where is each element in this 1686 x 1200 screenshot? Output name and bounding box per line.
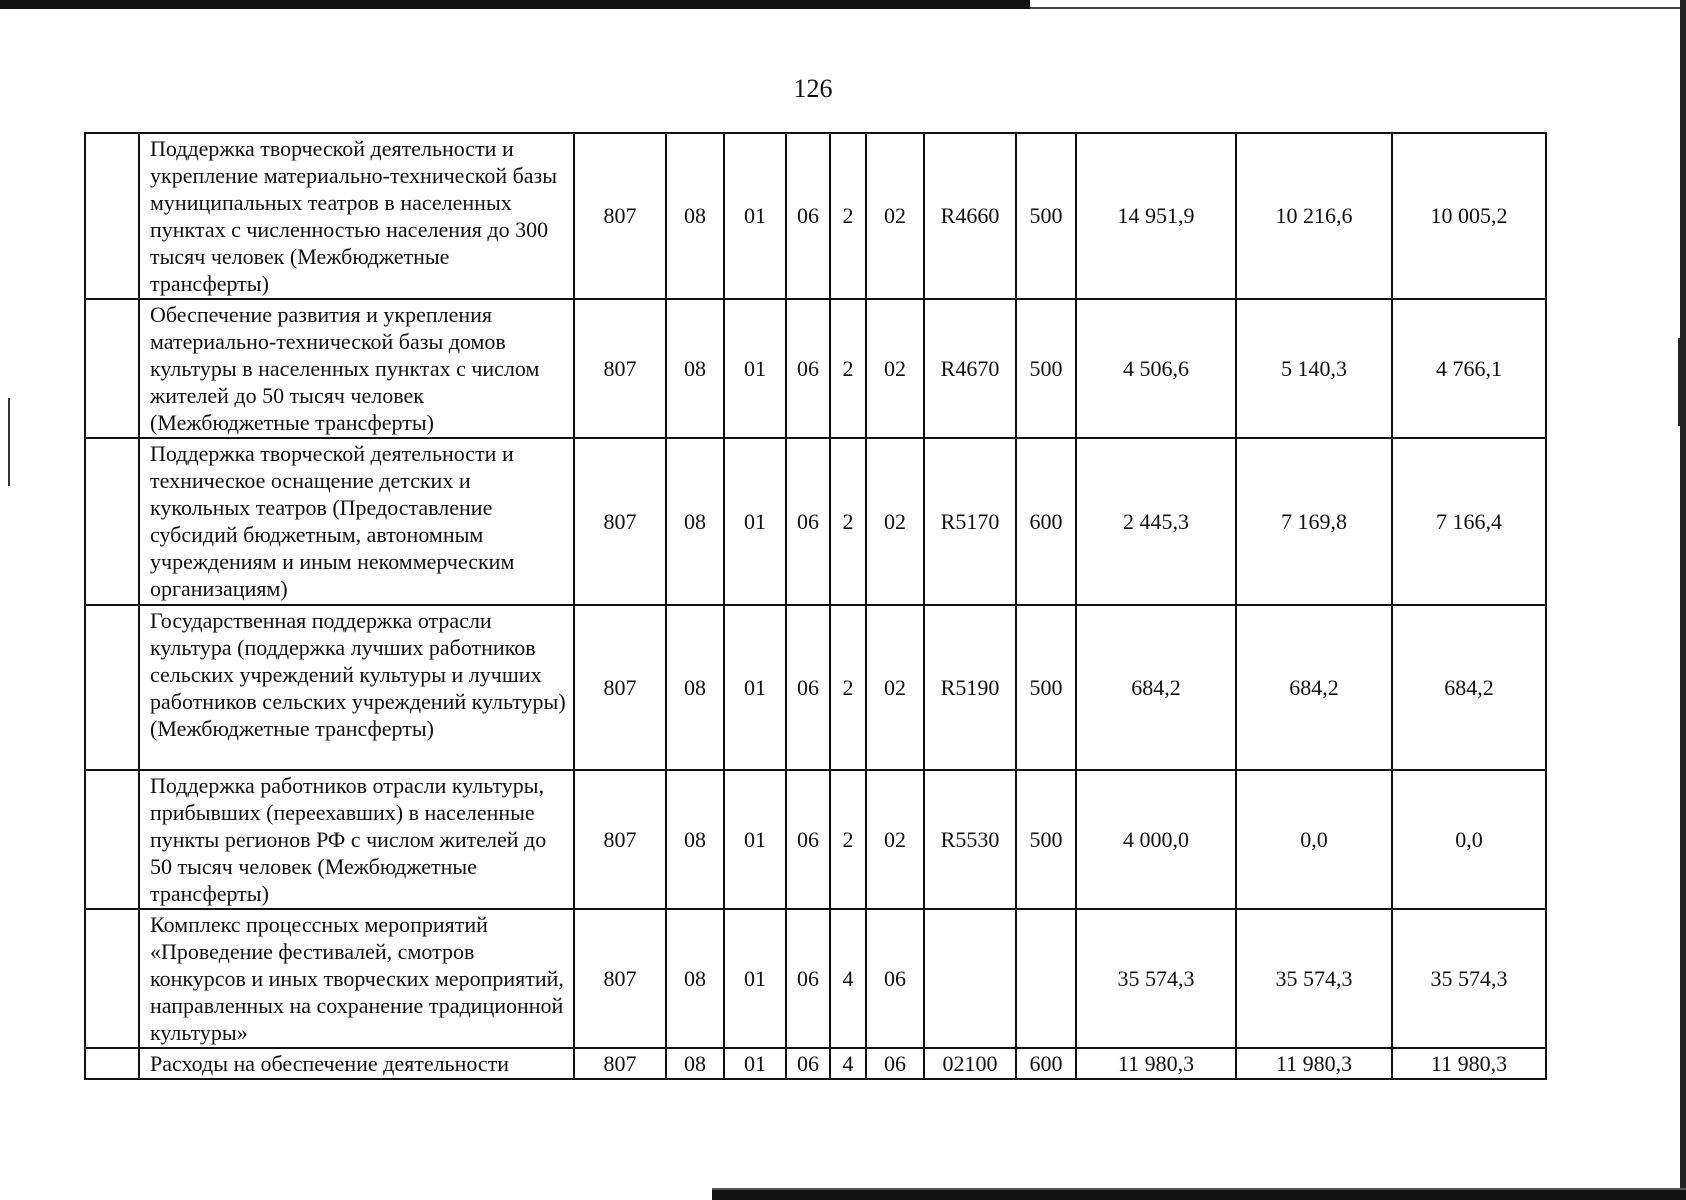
amount-1-cell: 4 506,6: [1076, 299, 1236, 438]
amount-3-cell: 7 166,4: [1392, 438, 1546, 605]
row-number-cell: [85, 909, 139, 1048]
subprogram-cell: 4: [830, 909, 866, 1048]
table-row: [85, 299, 1546, 438]
article-cell: 02100: [924, 1048, 1016, 1079]
amount-2-cell: 11 980,3: [1236, 1048, 1392, 1079]
section-cell: 08: [666, 770, 724, 909]
expense-type-cell: 600: [1016, 1048, 1076, 1079]
amount-3-cell: 11 980,3: [1392, 1048, 1546, 1079]
amount-2-cell: 5 140,3: [1236, 299, 1392, 438]
ministry-cell: 807: [574, 605, 666, 770]
direction-cell: 02: [866, 605, 924, 770]
amount-1-cell: 35 574,3: [1076, 909, 1236, 1048]
row-number-cell: [85, 133, 139, 299]
scan-mark-left: [8, 398, 10, 486]
table-row: [85, 438, 1546, 605]
expense-type-cell: 500: [1016, 299, 1076, 438]
subprogram-cell: 2: [830, 133, 866, 299]
amount-1-cell: 684,2: [1076, 605, 1236, 770]
article-cell: R5190: [924, 605, 1016, 770]
scan-mark-right: [1678, 338, 1681, 426]
table-row: [85, 133, 1546, 299]
scan-border-top-thin: [1030, 7, 1686, 9]
section-cell: 08: [666, 438, 724, 605]
expense-type-cell: [1016, 909, 1076, 1048]
subsection-cell: 01: [724, 133, 786, 299]
description-cell: Обеспечение развития и укрепления материально-технической базы домов культуры в населенных пунктах с числом жителей до 50 тысяч человек (Межбюджетные трансферты): [139, 299, 574, 438]
direction-cell: 02: [866, 299, 924, 438]
section-cell: 08: [666, 909, 724, 1048]
amount-3-cell: 35 574,3: [1392, 909, 1546, 1048]
description-cell: Расходы на обеспечение деятельности: [139, 1048, 574, 1079]
subprogram-cell: 2: [830, 438, 866, 605]
subsection-cell: 01: [724, 909, 786, 1048]
direction-cell: 06: [866, 1048, 924, 1079]
subprogram-cell: 2: [830, 770, 866, 909]
subprogram-cell: 2: [830, 605, 866, 770]
subsection-cell: 01: [724, 299, 786, 438]
program-cell: 06: [786, 909, 830, 1048]
ministry-cell: 807: [574, 438, 666, 605]
table-row: [85, 1048, 1546, 1079]
amount-3-cell: 0,0: [1392, 770, 1546, 909]
table-row: [85, 605, 1546, 770]
scan-border-bottom: [712, 1190, 1686, 1200]
section-cell: 08: [666, 133, 724, 299]
scan-border-top: [0, 0, 1030, 9]
amount-2-cell: 10 216,6: [1236, 133, 1392, 299]
direction-cell: 02: [866, 770, 924, 909]
amount-1-cell: 14 951,9: [1076, 133, 1236, 299]
article-cell: [924, 909, 1016, 1048]
expense-type-cell: 500: [1016, 770, 1076, 909]
ministry-cell: 807: [574, 1048, 666, 1079]
row-number-cell: [85, 1048, 139, 1079]
article-cell: R4660: [924, 133, 1016, 299]
direction-cell: 06: [866, 909, 924, 1048]
amount-3-cell: 4 766,1: [1392, 299, 1546, 438]
amount-2-cell: 684,2: [1236, 605, 1392, 770]
description-cell: Поддержка творческой деятельности и техническое оснащение детских и кукольных театров (Предоставление субсидий бюджетным, автономным учреждениям и иным некоммерческим организациям): [139, 438, 574, 605]
amount-1-cell: 4 000,0: [1076, 770, 1236, 909]
description-cell: Государственная поддержка отрасли культура (поддержка лучших работников сельских учреждений культуры и лучших работников сельских учреждений культуры) (Межбюджетные трансферты): [139, 605, 574, 770]
subprogram-cell: 4: [830, 1048, 866, 1079]
amount-3-cell: 684,2: [1392, 605, 1546, 770]
subsection-cell: 01: [724, 605, 786, 770]
program-cell: 06: [786, 770, 830, 909]
row-number-cell: [85, 438, 139, 605]
amount-1-cell: 2 445,3: [1076, 438, 1236, 605]
amount-2-cell: 7 169,8: [1236, 438, 1392, 605]
row-number-cell: [85, 605, 139, 770]
ministry-cell: 807: [574, 133, 666, 299]
amount-2-cell: 35 574,3: [1236, 909, 1392, 1048]
program-cell: 06: [786, 299, 830, 438]
subsection-cell: 01: [724, 438, 786, 605]
table-row: [85, 770, 1546, 909]
section-cell: 08: [666, 299, 724, 438]
description-cell: Поддержка творческой деятельности и укрепление материально-технической базы муниципальных театров в населенных пунктах с численностью населения до 300 тысяч человек (Межбюджетные трансферты): [139, 133, 574, 299]
table-row: [85, 909, 1546, 1048]
ministry-cell: 807: [574, 770, 666, 909]
section-cell: 08: [666, 605, 724, 770]
amount-3-cell: 10 005,2: [1392, 133, 1546, 299]
budget-table: [84, 132, 1547, 1080]
row-number-cell: [85, 299, 139, 438]
subprogram-cell: 2: [830, 299, 866, 438]
article-cell: R5530: [924, 770, 1016, 909]
description-cell: Поддержка работников отрасли культуры, прибывших (переехавших) в населенные пункты регионов РФ с числом жителей до 50 тысяч человек (Межбюджетные трансферты): [139, 770, 574, 909]
direction-cell: 02: [866, 438, 924, 605]
expense-type-cell: 500: [1016, 605, 1076, 770]
expense-type-cell: 500: [1016, 133, 1076, 299]
program-cell: 06: [786, 438, 830, 605]
direction-cell: 02: [866, 133, 924, 299]
subsection-cell: 01: [724, 1048, 786, 1079]
row-number-cell: [85, 770, 139, 909]
article-cell: R4670: [924, 299, 1016, 438]
subsection-cell: 01: [724, 770, 786, 909]
scan-border-right: [1680, 0, 1686, 1200]
article-cell: R5170: [924, 438, 1016, 605]
expense-type-cell: 600: [1016, 438, 1076, 605]
program-cell: 06: [786, 1048, 830, 1079]
section-cell: 08: [666, 1048, 724, 1079]
amount-2-cell: 0,0: [1236, 770, 1392, 909]
page-number: 126: [793, 74, 833, 103]
ministry-cell: 807: [574, 909, 666, 1048]
program-cell: 06: [786, 133, 830, 299]
amount-1-cell: 11 980,3: [1076, 1048, 1236, 1079]
program-cell: 06: [786, 605, 830, 770]
description-cell: Комплекс процессных мероприятий «Проведение фестивалей, смотров конкурсов и иных творческих мероприятий, направленных на сохранение традиционной культуры»: [139, 909, 574, 1048]
ministry-cell: 807: [574, 299, 666, 438]
